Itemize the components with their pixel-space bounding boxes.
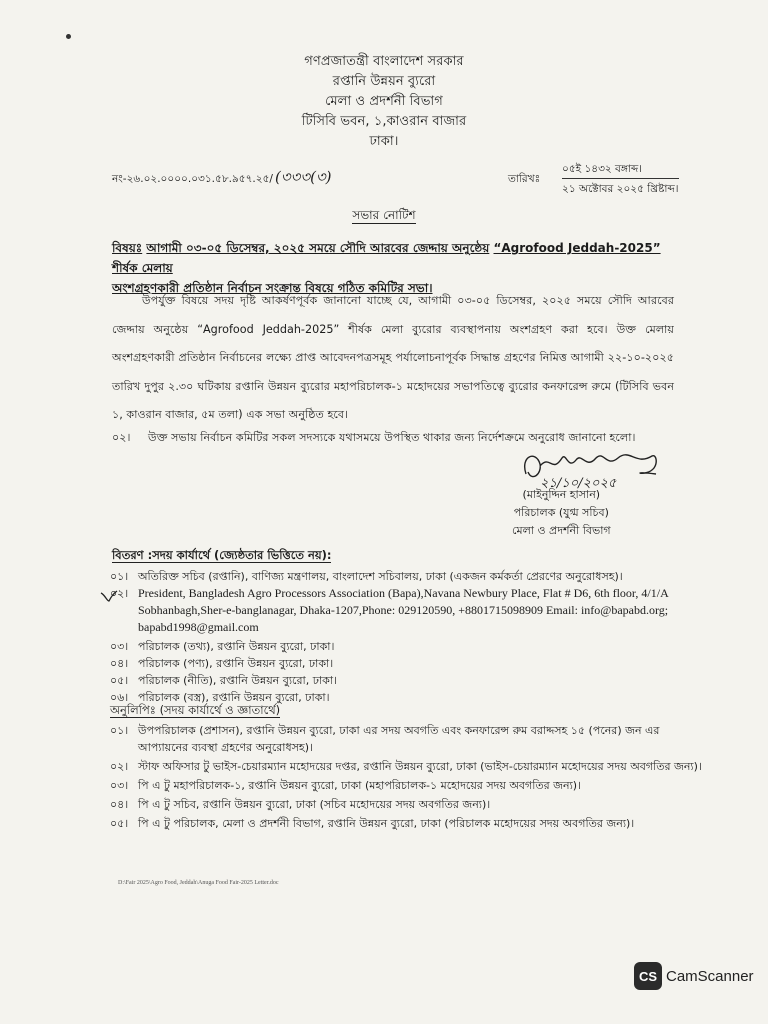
signatory-designation: পরিচালক (যুগ্ম সচিব) <box>513 506 609 519</box>
list-item: ০৪। পরিচালক (পণ্য), রপ্তানি উন্নয়ন ব্যুরো, ঢাকা। <box>110 657 334 670</box>
letterhead <box>0 52 768 152</box>
date-english: ২১ অক্টোবর ২০২৫ খ্রিষ্টাব্দ। <box>562 178 679 198</box>
distribution-list <box>110 568 720 706</box>
notice-title <box>0 207 768 227</box>
subject-event: “Agrofood Jeddah-2025” <box>493 241 661 255</box>
memo-handwritten-number: (৩৩৩(৩) <box>274 168 332 186</box>
subject-line-2: অংশগ্রহণকারী প্রতিষ্ঠান নির্বাচন সংক্রান্ত বিষয়ে গঠিত কমিটির সভা। <box>112 281 433 295</box>
date-block <box>562 160 679 198</box>
list-item: ০৬। পরিচালক (বস্ত্র), রপ্তানি উন্নয়ন ব্যুরো, ঢাকা। <box>110 691 330 704</box>
signatory-name: (মাইনুদ্দিন হাসান) <box>522 488 601 501</box>
date-bangla: ০৫ই ১৪৩২ বঙ্গাব্দ। <box>562 163 643 175</box>
list-item: ০২। স্টাফ অফিসার টু ভাইস-চেয়ারম্যান মহোদয়ের দপ্তর, রপ্তানি উন্নয়ন ব্যুরো, ঢাকা (ভাইস-চেয়ারম্যান মহোদয়ের সদয় অবগতির জন্য)। <box>110 760 702 773</box>
list-item: ০১। উপপরিচালক (প্রশাসন), রপ্তানি উন্নয়ন ব্যুরো, ঢাকা এর সদয় অবগতি এবং কনফারেন্স রুম বরাদ্দসহ ১৫ (পনের) জন এর আপ্যায়নের ব্যবস্থা গ্রহণের অনুরোধসহ)। <box>110 724 660 754</box>
signature-date: ২১/১০/২০২৫ <box>540 476 617 491</box>
subject-text-1: আগামী ০৩-০৫ ডিসেম্বর, ২০২৫ সময়ে সৌদি আরবের জেদ্দায় অনুষ্ঠেয় <box>146 241 490 255</box>
list-item: ০৫। পি এ টু পরিচালক, মেলা ও প্রদর্শনী বিভাগ, রপ্তানি উন্নয়ন ব্যুরো, ঢাকা (পরিচালক মহোদয়ের সদয় অবগতির জন্য)। <box>110 817 635 830</box>
memo-number-text: নং-২৬.০২.০০০০.০৩১.৫৮.৯৫৭.২৫/ <box>112 173 273 185</box>
file-path-footer: D:\Fair 2025\Agro Food, Jeddah\Anuga Food Fair-2025 Letter.doc <box>118 880 279 886</box>
signature-block <box>512 486 611 540</box>
subject-label: বিষয়ঃ <box>112 241 143 255</box>
subject-text-2: শীর্ষক মেলায় <box>112 261 173 275</box>
list-item: ০৩। পি এ টু মহাপরিচালক-১, রপ্তানি উন্নয়ন ব্যুরো, ঢাকা (মহাপরিচালক-১ মহোদয়ের সদয় অবগতির জন্য)। <box>110 779 581 792</box>
body-paragraph-1: উপর্যুক্ত বিষয়ে সদয় দৃষ্টি আকর্ষণপূর্বক জানানো যাচ্ছে যে, আগামী ০৩-০৫ ডিসেম্বর, ২০২৫ সময়ে সৌদি আরবের জেদ্দায় অনুষ্ঠেয় “Agrofood Jeddah-2025” শীর্ষক মেলা ব্যুরোর ব্যবস্থাপনায় অংশগ্রহণ করা হবে। উক্ত মেলায় অংশগ্রহণকারী প্রতিষ্ঠান নির্বাচনের লক্ষ্যে প্রাপ্ত আবেদনপত্রসমূহ পর্যালোচনাপূর্বক সিদ্ধান্ত গ্রহণের নিমিত্ত আগামী ২২-১০-২০২৫ তারিখ দুপুর ২.৩০ ঘটিকায় রপ্তানি উন্নয়ন ব্যুরোর মহাপরিচালক-১ মহোদয়ের সভাপতিত্বে ব্যুরোর কনফারেন্স রুমে (টিসিবি ভবন ১, কাওরান বাজার, ৫ম তলা) এক সভা অনুষ্ঠিত হবে। <box>112 294 674 421</box>
camscanner-logo-icon: CS <box>634 962 662 990</box>
camscanner-watermark <box>634 962 754 990</box>
distribution-heading-text: বিতরণ :সদয় কার্যার্থে (জ্যেষ্ঠতার ভিত্তিতে নয়): <box>112 548 332 562</box>
letterhead-line: গণপ্রজাতন্ত্রী বাংলাদেশ সরকার <box>304 54 464 69</box>
copies-list <box>110 722 710 834</box>
list-item: ০৪। পি এ টু সচিব, রপ্তানি উন্নয়ন ব্যুরো, ঢাকা (সচিব মহোদয়ের সদয় অবগতির জন্য)। <box>110 798 491 811</box>
letterhead-line: মেলা ও প্রদর্শনী বিভাগ <box>325 94 443 109</box>
copies-heading-text: অনুলিপিঃ (সদয় কার্যার্থে ও জ্ঞাতার্থে) <box>110 703 281 717</box>
camscanner-name: CamScanner <box>666 967 754 985</box>
letterhead-line: রপ্তানি উন্নয়ন ব্যুরো <box>332 74 436 89</box>
ink-dot <box>66 34 71 39</box>
list-item: ০৫। পরিচালক (নীতি), রপ্তানি উন্নয়ন ব্যুরো, ঢাকা। <box>110 674 337 687</box>
paragraph-number: ০২। <box>112 431 131 444</box>
list-item: ০৩। পরিচালক (তথ্য), রপ্তানি উন্নয়ন ব্যুরো, ঢাকা। <box>110 640 335 653</box>
letterhead-line: ঢাকা। <box>369 134 399 149</box>
paragraph-text: উক্ত সভায় নির্বাচন কমিটির সকল সদস্যকে যথাসময়ে উপস্থিত থাকার জন্য নির্দেশক্রমে অনুরোধ জানানো হলো। <box>148 431 636 444</box>
list-item: ০২। President, Bangladesh Agro Processors Association (Bapa),Navana Newbury Place, Flat # D6, 6th floor, 4/1/A Sobhanbagh,Sher-e-banglanagar, Dhaka-1207,Phone: 029120590, +8801715098909 Email: info@bapabd.org; bapabd1998@gmail.com <box>110 586 669 634</box>
copies-heading <box>110 702 280 721</box>
notice-title-text: সভার নোটিশ <box>352 208 416 222</box>
signatory-department: মেলা ও প্রদর্শনী বিভাগ <box>512 524 611 537</box>
list-item: ০১। অতিরিক্ত সচিব (রপ্তানি), বাণিজ্য মন্ত্রণালয়, বাংলাদেশ সচিবালয়, ঢাকা (একজন কর্মকর্তা প্রেরণের অনুরোধসহ)। <box>110 570 623 583</box>
distribution-heading <box>112 547 331 566</box>
date-label: তারিখঃ <box>508 173 541 185</box>
memo-number <box>112 166 332 191</box>
letterhead-line: টিসিবি ভবন, ১,কাওরান বাজার <box>301 114 467 129</box>
